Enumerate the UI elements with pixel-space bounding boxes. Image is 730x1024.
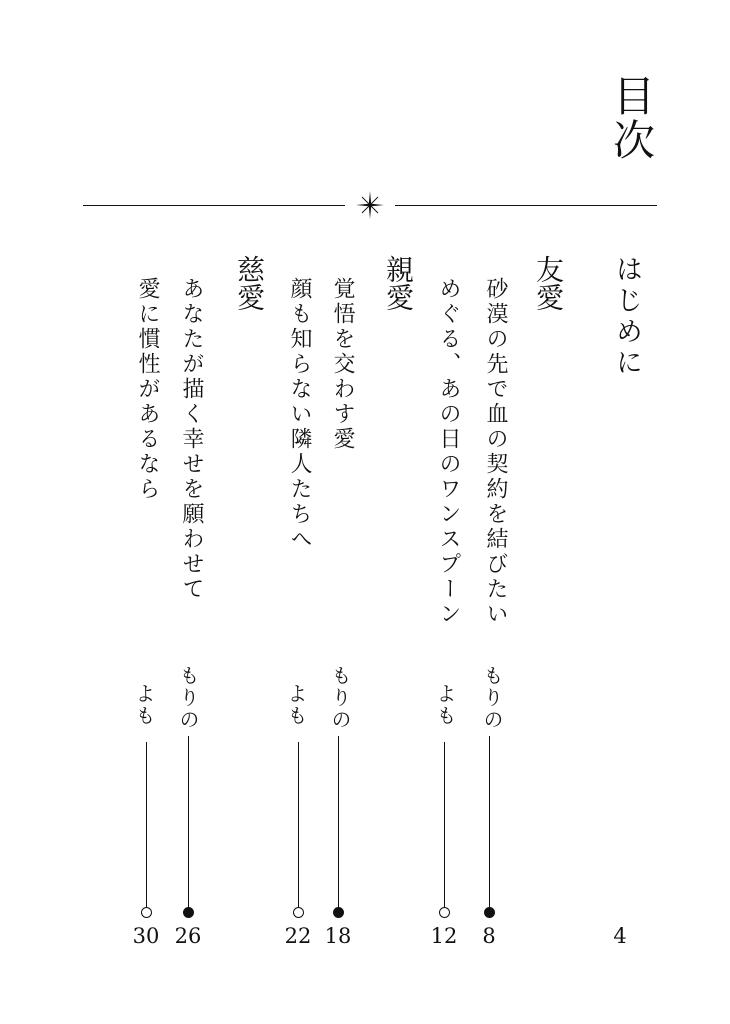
page-number: 8 bbox=[482, 924, 496, 948]
toc-item-title[interactable]: めぐる、あの日のワンスプーン bbox=[436, 277, 461, 627]
marker-open-icon bbox=[293, 907, 304, 918]
leader-line bbox=[146, 742, 147, 908]
toc-item-author: もりの bbox=[328, 665, 352, 731]
leader-line bbox=[489, 736, 490, 908]
leader-line bbox=[338, 736, 339, 908]
page-number: 26 bbox=[174, 924, 202, 948]
divider-left bbox=[83, 205, 345, 206]
page-title: 目次 bbox=[607, 74, 656, 162]
leader-line bbox=[298, 742, 299, 908]
toc-item-title[interactable]: 砂漠の先で血の契約を結びたい bbox=[483, 277, 508, 627]
toc-item-title[interactable]: 愛に慣性があるなら bbox=[135, 277, 160, 502]
toc-item-author: もりの bbox=[176, 665, 200, 731]
toc-item-title[interactable]: 顔も知らない隣人たちへ bbox=[287, 277, 312, 552]
page-number: 22 bbox=[284, 924, 312, 948]
page-number: 18 bbox=[324, 924, 352, 948]
toc-item-author: もりの bbox=[480, 665, 504, 731]
intro-page-number: 4 bbox=[613, 924, 627, 948]
section-heading-jiai: 慈愛 bbox=[233, 255, 266, 311]
toc-item-author: よも bbox=[433, 683, 457, 727]
toc-item-title[interactable]: あなたが描く幸せを願わせて bbox=[179, 277, 204, 602]
marker-filled-icon bbox=[484, 907, 495, 918]
divider-right bbox=[395, 205, 657, 206]
section-heading-yuai: 友愛 bbox=[532, 255, 565, 311]
toc-item-author: よも bbox=[132, 683, 156, 727]
star-ornament-icon bbox=[355, 190, 385, 220]
section-heading-shinai: 親愛 bbox=[382, 255, 415, 311]
marker-open-icon bbox=[141, 907, 152, 918]
leader-line bbox=[188, 736, 189, 908]
marker-filled-icon bbox=[183, 907, 194, 918]
toc-item-title[interactable]: 覚悟を交わす愛 bbox=[330, 277, 355, 452]
toc-item-author: よも bbox=[284, 683, 308, 727]
page-number: 12 bbox=[430, 924, 458, 948]
leader-line bbox=[444, 742, 445, 908]
intro-title[interactable]: はじめに bbox=[611, 255, 642, 379]
marker-filled-icon bbox=[333, 907, 344, 918]
page-number: 30 bbox=[132, 924, 160, 948]
marker-open-icon bbox=[439, 907, 450, 918]
